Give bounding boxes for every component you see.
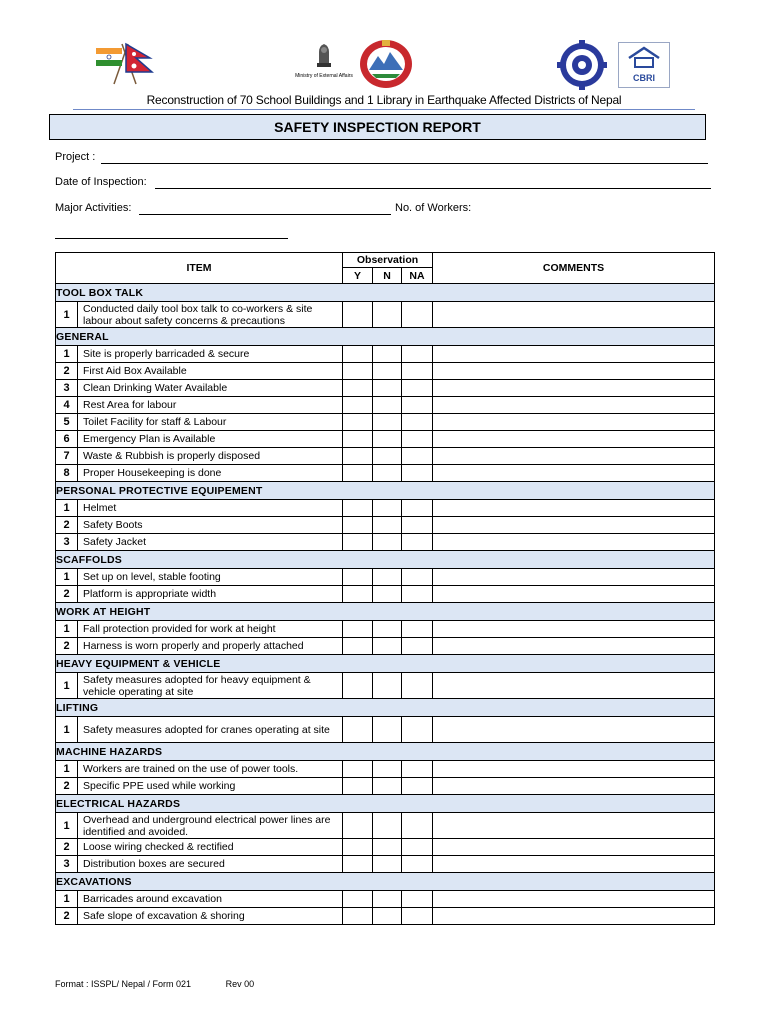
observation-y-cell[interactable] bbox=[343, 534, 373, 551]
checklist-row bbox=[56, 534, 715, 551]
observation-y-cell[interactable] bbox=[343, 465, 373, 482]
item-number: 1 bbox=[56, 302, 78, 328]
item-description: Distribution boxes are secured bbox=[78, 856, 343, 873]
observation-y-cell[interactable] bbox=[343, 761, 373, 778]
observation-n-cell[interactable] bbox=[373, 856, 402, 873]
section-header-row bbox=[56, 551, 715, 569]
item-number: 6 bbox=[56, 431, 78, 448]
checklist-row bbox=[56, 891, 715, 908]
section-title: TOOL BOX TALK bbox=[56, 284, 715, 302]
item-number: 8 bbox=[56, 465, 78, 482]
report-title: SAFETY INSPECTION REPORT bbox=[49, 114, 706, 140]
checklist-row bbox=[56, 717, 715, 743]
section-title: EXCAVATIONS bbox=[56, 873, 715, 891]
observation-na-cell[interactable] bbox=[402, 569, 433, 586]
observation-na-cell[interactable] bbox=[402, 397, 433, 414]
comments-cell[interactable] bbox=[433, 534, 715, 551]
comments-cell[interactable] bbox=[433, 500, 715, 517]
observation-y-cell[interactable] bbox=[343, 569, 373, 586]
observation-na-cell[interactable] bbox=[402, 891, 433, 908]
item-number: 2 bbox=[56, 839, 78, 856]
observation-n-cell[interactable] bbox=[373, 638, 402, 655]
section-title: ELECTRICAL HAZARDS bbox=[56, 795, 715, 813]
building-icon bbox=[627, 46, 661, 68]
item-description: Safety Boots bbox=[78, 517, 343, 534]
item-description: Specific PPE used while working bbox=[78, 778, 343, 795]
observation-n-cell[interactable] bbox=[373, 534, 402, 551]
checklist-row bbox=[56, 414, 715, 431]
comments-cell[interactable] bbox=[433, 621, 715, 638]
cbri-logo bbox=[618, 42, 670, 88]
comments-cell[interactable] bbox=[433, 813, 715, 839]
observation-y-cell[interactable] bbox=[343, 856, 373, 873]
checklist-row bbox=[56, 761, 715, 778]
observation-na-cell[interactable] bbox=[402, 414, 433, 431]
comments-cell[interactable] bbox=[433, 856, 715, 873]
item-description: Site is properly barricaded & secure bbox=[78, 346, 343, 363]
form-revision: Rev 00 bbox=[225, 979, 255, 989]
observation-na-cell[interactable] bbox=[402, 586, 433, 603]
checklist-row bbox=[56, 586, 715, 603]
observation-n-cell[interactable] bbox=[373, 346, 402, 363]
footer bbox=[55, 979, 286, 989]
section-header-row bbox=[56, 795, 715, 813]
observation-y-header: Y bbox=[343, 268, 373, 284]
item-description: Helmet bbox=[78, 500, 343, 517]
checklist-row bbox=[56, 465, 715, 482]
observation-y-cell[interactable] bbox=[343, 813, 373, 839]
major-activities-input-line[interactable] bbox=[139, 214, 391, 215]
project-input-line[interactable] bbox=[101, 163, 708, 164]
item-number: 3 bbox=[56, 534, 78, 551]
item-description: Overhead and underground electrical power lines are identified and avoided. bbox=[78, 813, 343, 839]
item-description: Safe slope of excavation & shoring bbox=[78, 908, 343, 925]
item-number: 3 bbox=[56, 856, 78, 873]
observation-y-cell[interactable] bbox=[343, 302, 373, 328]
observation-na-cell[interactable] bbox=[402, 717, 433, 743]
item-number: 5 bbox=[56, 414, 78, 431]
observation-y-cell[interactable] bbox=[343, 673, 373, 699]
observation-n-cell[interactable] bbox=[373, 500, 402, 517]
item-description: Rest Area for labour bbox=[78, 397, 343, 414]
item-description: Platform is appropriate width bbox=[78, 586, 343, 603]
observation-y-cell[interactable] bbox=[343, 778, 373, 795]
observation-n-cell[interactable] bbox=[373, 302, 402, 328]
section-header-row bbox=[56, 655, 715, 673]
item-number: 1 bbox=[56, 346, 78, 363]
item-number: 1 bbox=[56, 717, 78, 743]
section-title: WORK AT HEIGHT bbox=[56, 603, 715, 621]
item-number: 3 bbox=[56, 380, 78, 397]
checklist-row bbox=[56, 638, 715, 655]
observation-n-cell[interactable] bbox=[373, 586, 402, 603]
comments-cell[interactable] bbox=[433, 569, 715, 586]
comments-cell[interactable] bbox=[433, 302, 715, 328]
observation-na-cell[interactable] bbox=[402, 500, 433, 517]
mea-logo-text: Ministry of External Affairs bbox=[295, 73, 353, 79]
comments-header: COMMENTS bbox=[433, 253, 715, 284]
item-description: Harness is worn properly and properly attached bbox=[78, 638, 343, 655]
observation-na-cell[interactable] bbox=[402, 346, 433, 363]
comments-cell[interactable] bbox=[433, 448, 715, 465]
date-of-inspection-input-line[interactable] bbox=[155, 188, 711, 189]
item-description: Conducted daily tool box talk to co-workers & site labour about safety concerns & precautions bbox=[78, 302, 343, 328]
checklist-row bbox=[56, 380, 715, 397]
observation-na-cell[interactable] bbox=[402, 638, 433, 655]
section-header-row bbox=[56, 482, 715, 500]
checklist-row bbox=[56, 363, 715, 380]
comments-cell[interactable] bbox=[433, 431, 715, 448]
observation-na-cell[interactable] bbox=[402, 363, 433, 380]
item-number: 1 bbox=[56, 621, 78, 638]
observation-y-cell[interactable] bbox=[343, 363, 373, 380]
checklist-row bbox=[56, 673, 715, 699]
checklist-row bbox=[56, 908, 715, 925]
observation-n-cell[interactable] bbox=[373, 380, 402, 397]
item-number: 1 bbox=[56, 500, 78, 517]
observation-n-cell[interactable] bbox=[373, 621, 402, 638]
observation-y-cell[interactable] bbox=[343, 380, 373, 397]
comments-cell[interactable] bbox=[433, 586, 715, 603]
item-description: First Aid Box Available bbox=[78, 363, 343, 380]
observation-na-cell[interactable] bbox=[402, 534, 433, 551]
india-nepal-flags-logo bbox=[92, 40, 158, 86]
observation-na-cell[interactable] bbox=[402, 839, 433, 856]
observation-n-cell[interactable] bbox=[373, 891, 402, 908]
observation-y-cell[interactable] bbox=[343, 448, 373, 465]
section-header-row bbox=[56, 699, 715, 717]
observation-n-cell[interactable] bbox=[373, 569, 402, 586]
observation-n-header: N bbox=[373, 268, 402, 284]
observation-y-cell[interactable] bbox=[343, 891, 373, 908]
comments-cell[interactable] bbox=[433, 891, 715, 908]
item-description: Safety Jacket bbox=[78, 534, 343, 551]
checklist-row bbox=[56, 839, 715, 856]
item-description: Safety measures adopted for cranes operating at site bbox=[78, 717, 343, 743]
comments-cell[interactable] bbox=[433, 638, 715, 655]
observation-y-cell[interactable] bbox=[343, 431, 373, 448]
item-number: 1 bbox=[56, 761, 78, 778]
section-header-row bbox=[56, 603, 715, 621]
item-description: Proper Housekeeping is done bbox=[78, 465, 343, 482]
observation-n-cell[interactable] bbox=[373, 813, 402, 839]
comments-cell[interactable] bbox=[433, 717, 715, 743]
observation-na-cell[interactable] bbox=[402, 778, 433, 795]
checklist-row bbox=[56, 569, 715, 586]
observation-na-cell[interactable] bbox=[402, 908, 433, 925]
item-number: 2 bbox=[56, 586, 78, 603]
item-number: 2 bbox=[56, 517, 78, 534]
checklist-row bbox=[56, 448, 715, 465]
csir-gear-logo bbox=[555, 40, 609, 90]
observation-n-cell[interactable] bbox=[373, 363, 402, 380]
comments-cell[interactable] bbox=[433, 673, 715, 699]
checklist-row bbox=[56, 813, 715, 839]
item-description: Set up on level, stable footing bbox=[78, 569, 343, 586]
observation-na-cell[interactable] bbox=[402, 380, 433, 397]
checklist-row bbox=[56, 856, 715, 873]
section-title: HEAVY EQUIPMENT & VEHICLE bbox=[56, 655, 715, 673]
item-number: 4 bbox=[56, 397, 78, 414]
observation-n-cell[interactable] bbox=[373, 465, 402, 482]
ashoka-emblem-icon bbox=[313, 40, 335, 68]
observation-n-cell[interactable] bbox=[373, 431, 402, 448]
item-number: 7 bbox=[56, 448, 78, 465]
item-number: 1 bbox=[56, 891, 78, 908]
observation-y-cell[interactable] bbox=[343, 839, 373, 856]
comments-cell[interactable] bbox=[433, 380, 715, 397]
checklist-row bbox=[56, 346, 715, 363]
observation-header: Observation bbox=[343, 253, 433, 268]
comments-cell[interactable] bbox=[433, 414, 715, 431]
header-divider bbox=[73, 109, 695, 110]
item-number: 1 bbox=[56, 673, 78, 699]
observation-n-cell[interactable] bbox=[373, 717, 402, 743]
observation-na-cell[interactable] bbox=[402, 448, 433, 465]
item-number: 2 bbox=[56, 363, 78, 380]
item-number: 1 bbox=[56, 569, 78, 586]
checklist-row bbox=[56, 621, 715, 638]
project-label: Project : bbox=[55, 151, 96, 163]
cbri-logo-text: CBRI bbox=[633, 73, 655, 83]
item-description: Safety measures adopted for heavy equipment & vehicle operating at site bbox=[78, 673, 343, 699]
observation-y-cell[interactable] bbox=[343, 717, 373, 743]
checklist-row bbox=[56, 778, 715, 795]
comments-cell[interactable] bbox=[433, 839, 715, 856]
section-header-row bbox=[56, 873, 715, 891]
observation-n-cell[interactable] bbox=[373, 414, 402, 431]
observation-y-cell[interactable] bbox=[343, 621, 373, 638]
checklist-row bbox=[56, 397, 715, 414]
major-activities-continuation-line[interactable] bbox=[55, 238, 288, 239]
comments-cell[interactable] bbox=[433, 465, 715, 482]
observation-n-cell[interactable] bbox=[373, 397, 402, 414]
item-description: Clean Drinking Water Available bbox=[78, 380, 343, 397]
comments-cell[interactable] bbox=[433, 778, 715, 795]
form-format-code: Format : ISSPL/ Nepal / Form 021 bbox=[55, 979, 192, 989]
logo-bar bbox=[0, 38, 768, 94]
section-header-row bbox=[56, 328, 715, 346]
item-description: Loose wiring checked & rectified bbox=[78, 839, 343, 856]
observation-na-cell[interactable] bbox=[402, 761, 433, 778]
observation-n-cell[interactable] bbox=[373, 761, 402, 778]
item-number: 2 bbox=[56, 778, 78, 795]
observation-y-cell[interactable] bbox=[343, 414, 373, 431]
comments-cell[interactable] bbox=[433, 346, 715, 363]
date-of-inspection-label: Date of Inspection: bbox=[55, 176, 147, 188]
observation-n-cell[interactable] bbox=[373, 448, 402, 465]
observation-n-cell[interactable] bbox=[373, 908, 402, 925]
inspection-table-body bbox=[56, 284, 715, 925]
major-activities-label: Major Activities: bbox=[55, 202, 132, 214]
item-description: Emergency Plan is Available bbox=[78, 431, 343, 448]
section-title: GENERAL bbox=[56, 328, 715, 346]
observation-y-cell[interactable] bbox=[343, 908, 373, 925]
observation-na-cell[interactable] bbox=[402, 813, 433, 839]
observation-n-cell[interactable] bbox=[373, 778, 402, 795]
item-number: 1 bbox=[56, 813, 78, 839]
section-title: PERSONAL PROTECTIVE EQUIPEMENT bbox=[56, 482, 715, 500]
no-of-workers-label: No. of Workers: bbox=[395, 202, 472, 214]
observation-na-cell[interactable] bbox=[402, 673, 433, 699]
item-description: Fall protection provided for work at height bbox=[78, 621, 343, 638]
checklist-row bbox=[56, 302, 715, 328]
observation-na-cell[interactable] bbox=[402, 621, 433, 638]
item-description: Waste & Rubbish is properly disposed bbox=[78, 448, 343, 465]
comments-cell[interactable] bbox=[433, 761, 715, 778]
inspection-table bbox=[55, 252, 715, 925]
observation-n-cell[interactable] bbox=[373, 839, 402, 856]
item-number: 2 bbox=[56, 908, 78, 925]
observation-na-cell[interactable] bbox=[402, 856, 433, 873]
observation-n-cell[interactable] bbox=[373, 673, 402, 699]
comments-cell[interactable] bbox=[433, 908, 715, 925]
observation-y-cell[interactable] bbox=[343, 500, 373, 517]
project-header-title: Reconstruction of 70 School Buildings and 1 Library in Earthquake Affected Districts of Nepal bbox=[146, 93, 622, 107]
mea-emblem-logo bbox=[292, 40, 356, 90]
observation-na-cell[interactable] bbox=[402, 465, 433, 482]
observation-na-cell[interactable] bbox=[402, 302, 433, 328]
section-title: LIFTING bbox=[56, 699, 715, 717]
checklist-row bbox=[56, 431, 715, 448]
observation-y-cell[interactable] bbox=[343, 517, 373, 534]
section-header-row bbox=[56, 284, 715, 302]
observation-y-cell[interactable] bbox=[343, 638, 373, 655]
section-header-row bbox=[56, 743, 715, 761]
comments-cell[interactable] bbox=[433, 397, 715, 414]
comments-cell[interactable] bbox=[433, 517, 715, 534]
observation-na-cell[interactable] bbox=[402, 431, 433, 448]
observation-n-cell[interactable] bbox=[373, 517, 402, 534]
observation-na-cell[interactable] bbox=[402, 517, 433, 534]
item-description: Workers are trained on the use of power tools. bbox=[78, 761, 343, 778]
nepal-emblem-logo bbox=[358, 38, 414, 90]
item-number: 2 bbox=[56, 638, 78, 655]
observation-y-cell[interactable] bbox=[343, 586, 373, 603]
item-description: Toilet Facility for staff & Labour bbox=[78, 414, 343, 431]
observation-y-cell[interactable] bbox=[343, 346, 373, 363]
section-title: MACHINE HAZARDS bbox=[56, 743, 715, 761]
observation-na-header: NA bbox=[402, 268, 433, 284]
observation-y-cell[interactable] bbox=[343, 397, 373, 414]
section-title: SCAFFOLDS bbox=[56, 551, 715, 569]
checklist-row bbox=[56, 500, 715, 517]
item-header: ITEM bbox=[56, 253, 343, 284]
checklist-row bbox=[56, 517, 715, 534]
comments-cell[interactable] bbox=[433, 363, 715, 380]
item-description: Barricades around excavation bbox=[78, 891, 343, 908]
